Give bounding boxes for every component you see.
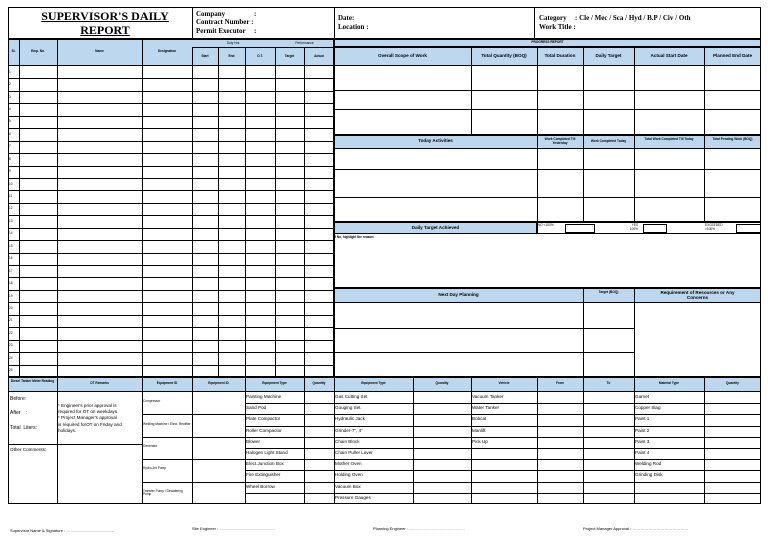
no-label: NO <100% [538, 223, 554, 227]
supervisor-signature: Supervisor Name & Signature : ……………………………… [10, 528, 115, 533]
duty-hours-group: Duty Hrs. [226, 41, 241, 45]
report-title-line2: REPORT [80, 23, 130, 37]
equipment-type-b-item: Chain Puller Lever [335, 450, 373, 455]
vehicle-item: Pick Up [472, 438, 488, 444]
work-completed-today-header: Work Completed Today [590, 139, 627, 143]
bottom-row-divider [245, 470, 761, 471]
ot-remarks-line: holidays. [58, 427, 77, 433]
ot-remarks-line: * Engineer's prior approval is [58, 403, 117, 408]
equipment-type-b-item: Mother Oven [335, 461, 362, 467]
row-number: 5 [9, 119, 11, 124]
row-number: 18 [9, 281, 13, 286]
col-name: Name [95, 49, 104, 53]
category-options: : Cle / Mec / Sca / Hyd / B.P / Civ / Oth [575, 14, 691, 22]
date-label: Date: [338, 14, 355, 22]
exceeded-label: EXCEEDED >100% [705, 223, 723, 231]
target-boq-header: Target (BOQ) [598, 290, 619, 294]
col-total-quantity: Total Quantity (BOQ) [481, 53, 527, 58]
no-checkbox[interactable] [565, 224, 595, 233]
equipment-type-b-item: Pressure Gauges [335, 494, 371, 500]
row-divider [8, 240, 334, 241]
row-divider [8, 78, 334, 79]
header-equipment-type-2: Equipment Type [361, 381, 386, 385]
col-actual-start: Actual Start Date [650, 53, 688, 58]
row-number: 25 [9, 368, 13, 373]
header-material-type: Material Type [658, 381, 680, 385]
bottom-row-divider [245, 414, 761, 415]
bottom-row-divider [245, 459, 761, 460]
other-comments-label: Other Comments: [10, 447, 47, 452]
col-total-duration: Total Duration [544, 53, 576, 58]
header-quantity-3: Quantity [726, 381, 739, 385]
row-divider [8, 91, 334, 92]
equipment-id-item: Compressor [143, 399, 161, 404]
row-number: 3 [9, 94, 11, 99]
material-item: Copper Slag [635, 405, 661, 411]
row-number: 13 [9, 218, 13, 223]
col-planned-end: Planned End Date [712, 53, 753, 58]
row-number: 19 [9, 293, 13, 298]
bottom-row-divider [245, 482, 761, 483]
row-number: 8 [9, 156, 11, 161]
header-equipment-type-1: Equipment Type [262, 381, 287, 385]
row-number: 20 [9, 305, 13, 310]
row-divider [8, 302, 334, 303]
equipment-id-item: Transfer Pump / Dewatering Pump [143, 488, 183, 497]
header-diesel-reading: Diesel Tanker Meter Reading [10, 379, 55, 383]
requirement-header: Requirement of Resources or Any Concerns [660, 290, 735, 301]
row-divider [8, 340, 334, 341]
total-liters-label: Total Liters: [10, 425, 37, 431]
site-engineer-signature: Site Engineer : …………………………………… [192, 526, 276, 531]
equipment-type-b-item: Gas Cutting Set [335, 394, 368, 399]
planning-engineer-signature: Planning Engineer : …………………………………… [373, 526, 466, 531]
bottom-row-divider [245, 493, 761, 494]
ot-remarks-line: is required forOT on Friday and [58, 421, 122, 427]
before-label: Before: [10, 396, 27, 402]
ot-remarks-line: * Project Manager's approval [58, 415, 117, 421]
material-item: Garnet [635, 394, 650, 399]
equipment-type-b-item: Chain Block [335, 438, 360, 444]
row-number: 22 [9, 330, 13, 335]
total-completed-header: Total Work Completed Till Today [644, 137, 694, 141]
header-quantity-1: Quantity [312, 381, 326, 385]
material-item: Paint 1 [635, 416, 650, 422]
row-number: 1 [9, 69, 11, 74]
col-ot: O.T. [257, 54, 263, 58]
yes-checkbox[interactable] [643, 224, 667, 233]
ot-remarks-line: required for OT on weekdays. [58, 409, 119, 415]
equipment-row-divider [142, 459, 245, 460]
equipment-type-b-item: Holding Oven [335, 472, 363, 478]
equipment-id-item: Welding Machine / Elect. Rectifier [143, 421, 191, 426]
project-manager-signature: Project Manager Approval : …………………………………… [583, 526, 689, 531]
bottom-row-divider [245, 403, 761, 404]
location-label: Location : [338, 23, 369, 31]
equipment-row-divider [142, 414, 245, 415]
equipment-type-b-item: Grinder-7", 4" [335, 427, 363, 433]
vehicle-item: Water Tanker [472, 405, 500, 411]
equipment-row-divider [142, 482, 245, 483]
row-number: 9 [9, 169, 11, 174]
equipment-type-a-item: Wheel Borrow [246, 483, 275, 489]
total-pending-header: Total Pending Work (BOQ) [712, 137, 753, 141]
material-item: Welding Rod [635, 461, 662, 467]
col-overall-scope: Overall Scope of Work [378, 53, 427, 58]
company-label: Company [196, 10, 226, 18]
equipment-type-b-item: Vacuum Box [335, 483, 361, 489]
row-divider [8, 365, 334, 366]
daily-target-achieved: Daily Target Achieved [411, 225, 460, 230]
vehicle-item: Vacuum Tanker [472, 394, 504, 399]
equipment-type-b-item: Gouging Set [335, 405, 361, 411]
equipment-type-a-item: Halogen Light Stand [246, 450, 288, 455]
after-label: After : [10, 410, 28, 416]
row-number: 10 [9, 181, 13, 186]
row-divider [8, 153, 334, 154]
material-item: Paint 4 [635, 450, 650, 455]
bottom-row-divider [245, 437, 761, 438]
permit-colon: : [254, 27, 257, 35]
header-vehicle: Vehicle [498, 381, 510, 385]
col-target: Target [284, 54, 295, 58]
row-divider [8, 128, 334, 129]
vehicle-item: Manlift [472, 427, 486, 433]
company-colon: : [254, 10, 257, 18]
progress-report-title: PROGRESS REPORT [531, 40, 564, 44]
row-number: 23 [9, 343, 13, 348]
equipment-type-b-item: Hydraulic Jack [335, 416, 365, 422]
header-quantity-2: Quantity [435, 381, 449, 385]
work-title-label: Work Title : [539, 23, 576, 31]
row-number: 16 [9, 256, 13, 261]
col-emp-no: Emp. No. [31, 49, 45, 53]
equipment-id-item: Generator [143, 444, 158, 448]
material-item: Grinding Disk [635, 472, 663, 478]
row-number: 4 [9, 106, 11, 111]
contract-number-label: Contract Number : [196, 18, 254, 26]
row-divider [8, 103, 334, 104]
row-number: 7 [9, 144, 11, 149]
header-ot-remarks: OT Remarks [90, 381, 109, 385]
vehicle-item: Bobcat [472, 416, 487, 422]
row-divider [8, 116, 334, 117]
equipment-type-a-item: Sand Pod [246, 405, 267, 411]
report-title-line1: SUPERVISOR'S DAILY [41, 9, 169, 23]
row-divider [8, 265, 334, 266]
performance-group: Performance [295, 41, 314, 45]
row-number: 15 [9, 243, 13, 248]
equipment-type-a-item: Elect.Junction Box [246, 461, 284, 467]
row-divider [8, 253, 334, 254]
row-divider [8, 290, 334, 291]
row-number: 2 [9, 82, 11, 87]
row-divider [8, 327, 334, 328]
equipment-type-a-item: Plate Compactor [246, 416, 281, 422]
permit-executor-label: Permit Executor [196, 27, 246, 35]
header-from: From [556, 381, 564, 385]
col-daily-target: Daily Target [595, 53, 622, 58]
row-number: 17 [9, 268, 13, 273]
row-divider [8, 203, 334, 204]
equipment-type-a-item: Blower [246, 438, 261, 444]
header-equipment-id-1: Equipment ID [156, 381, 178, 385]
col-end: End [228, 54, 235, 58]
yes-label: YES 100% [629, 223, 638, 231]
bottom-row-divider [245, 448, 761, 449]
row-divider [8, 141, 334, 142]
material-item: Paint 2 [635, 427, 650, 433]
bottom-row-divider [245, 426, 761, 427]
row-divider [8, 352, 334, 353]
row-divider [8, 315, 334, 316]
row-divider [8, 190, 334, 191]
col-sl: SL [11, 49, 16, 53]
row-divider [8, 178, 334, 179]
row-divider [8, 166, 334, 167]
equipment-row-divider [142, 437, 245, 438]
row-number: 12 [9, 206, 13, 211]
header-to: To [606, 381, 611, 385]
equipment-type-a-item: Fire Extinguisher [246, 472, 281, 478]
row-divider [8, 228, 334, 229]
col-actual: Actual [314, 54, 324, 58]
row-number: 14 [9, 231, 13, 236]
row-number: 6 [9, 131, 11, 136]
row-divider [8, 215, 334, 216]
header-equipment-id-2: Equipment ID [208, 381, 229, 385]
today-activities-header: Today Activities [418, 138, 453, 143]
row-number: 21 [9, 318, 13, 323]
row-number: 11 [9, 194, 13, 199]
work-completed-yesterday-header: Work Completed Till Yesterday [544, 137, 576, 145]
col-start: Start [201, 54, 209, 58]
equipment-type-a-item: Roller Compactor [246, 427, 282, 433]
col-designation: Designation [157, 49, 177, 53]
equipment-id-item: Hydro-Jet Pump [143, 466, 167, 471]
row-divider [8, 277, 334, 278]
equipment-type-a-item: Painting Machine [246, 394, 282, 399]
next-day-planning-header: Next Day Planning [438, 292, 479, 297]
highlight-reason-label: If No, highlight the reason: [334, 235, 375, 239]
category-label: Category [539, 14, 567, 22]
row-number: 24 [9, 355, 13, 360]
material-item: Paint 3 [635, 438, 650, 444]
exceeded-checkbox[interactable] [736, 224, 761, 233]
